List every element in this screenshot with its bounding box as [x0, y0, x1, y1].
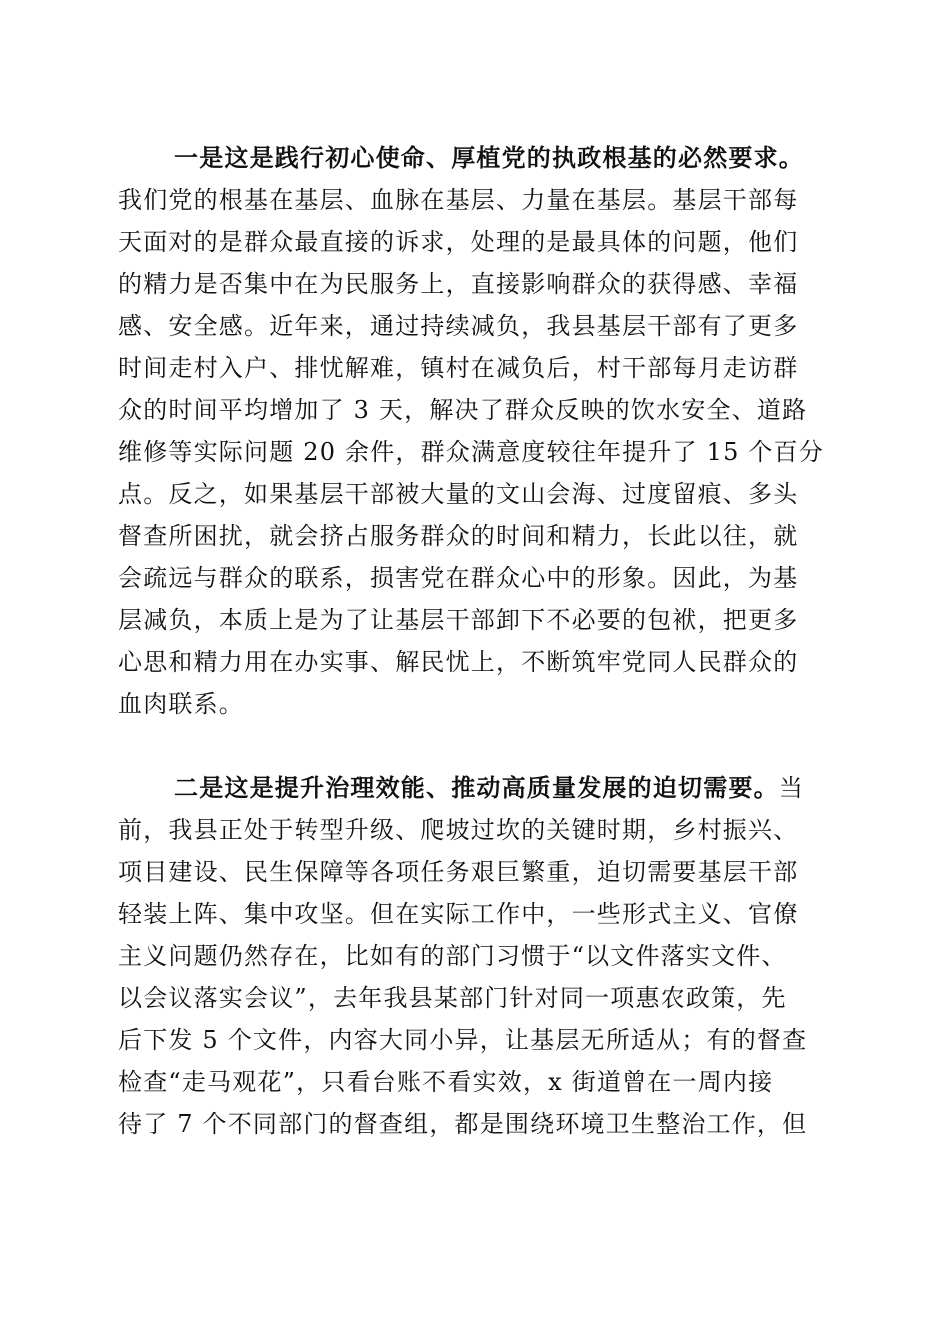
paragraph-2-line-3: 轻装上阵、集中攻坚。但在实际工作中，一些形式主义、官僚	[118, 900, 799, 928]
paragraph-1-line-9: 督查所困扰，就会挤占服务群众的时间和精力，长此以往，就	[118, 522, 799, 550]
paragraph-2-line-5: 以会议落实会议”，去年我县某部门针对同一项惠农政策，先	[118, 984, 787, 1012]
paragraph-1-line-1: 我们党的根基在基层、血脉在基层、力量在基层。基层干部每	[118, 186, 799, 214]
paragraph-1-line-2: 天面对的是群众最直接的诉求，处理的是最具体的问题，他们	[118, 228, 799, 256]
paragraph-1-line-5: 时间走村入户、排忧解难，镇村在减负后，村干部每月走访群	[118, 354, 799, 382]
paragraph-2-line-4: 主义问题仍然存在，比如有的部门习惯于“以文件落实文件、	[118, 942, 787, 970]
paragraph-1-line-10: 会疏远与群众的联系，损害党在群众心中的形象。因此，为基	[118, 564, 799, 592]
paragraph-2-lead-tail: 当	[778, 774, 805, 802]
paragraph-1-line-6: 众的时间平均增加了 3 天，解决了群众反映的饮水安全、道路	[118, 396, 808, 424]
paragraph-1-line-8: 点。反之，如果基层干部被大量的文山会海、过度留痕、多头	[118, 480, 799, 508]
paragraph-1-lead: 一是这是践行初心使命、厚植党的执政根基的必然要求。	[174, 143, 804, 172]
paragraph-2-line-2: 项目建设、民生保障等各项任务艰巨繁重，迫切需要基层干部	[118, 858, 799, 886]
paragraph-1-line-12: 心思和精力用在办实事、解民忧上，不断筑牢党同人民群众的	[118, 648, 799, 676]
paragraph-1-line-3: 的精力是否集中在为民服务上，直接影响群众的获得感、幸福	[118, 270, 799, 298]
paragraph-2-lead-line	[174, 773, 804, 803]
paragraph-1-line-13: 血肉联系。	[118, 690, 244, 718]
paragraph-2-line-6: 后下发 5 个文件，内容大同小异，让基层无所适从；有的督查	[118, 1026, 808, 1054]
paragraph-1-line-7: 维修等实际问题 20 余件，群众满意度较往年提升了 15 个百分	[118, 438, 824, 466]
paragraph-2-lead: 二是这是提升治理效能、推动高质量发展的迫切需要。	[174, 773, 779, 802]
paragraph-2-line-8: 待了 7 个不同部门的督查组，都是围绕环境卫生整治工作，但	[118, 1110, 808, 1138]
paragraph-2-line-7: 检查“走马观花”，只看台账不看实效，x 街道曾在一周内接	[118, 1068, 774, 1096]
paragraph-1-line-4: 感、安全感。近年来，通过持续减负，我县基层干部有了更多	[118, 312, 799, 340]
paragraph-1-line-11: 层减负，本质上是为了让基层干部卸下不必要的包袱，把更多	[118, 606, 799, 634]
paragraph-2-line-1: 前，我县正处于转型升级、爬坡过坎的关键时期，乡村振兴、	[118, 816, 799, 844]
